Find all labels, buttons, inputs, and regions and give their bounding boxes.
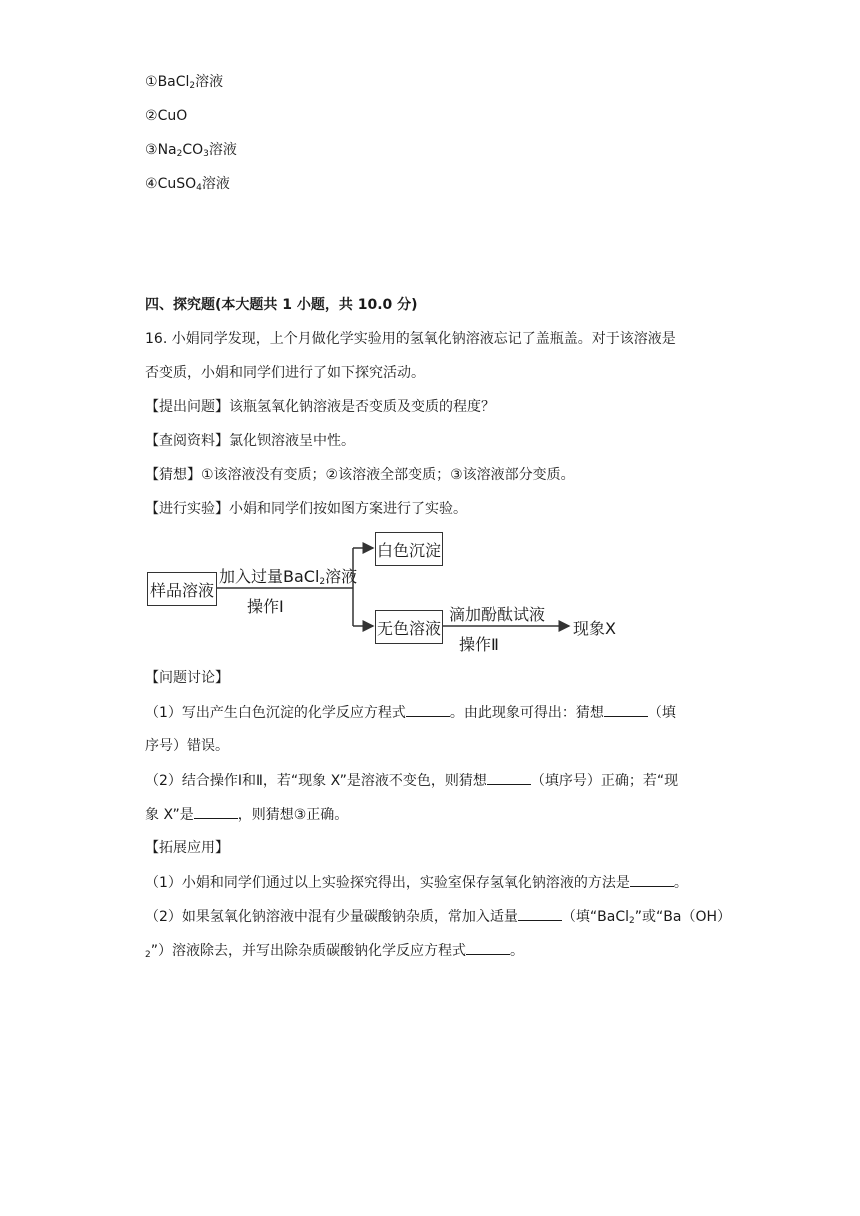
text: 象 X”是	[145, 807, 194, 823]
extension-2-line2	[145, 940, 524, 961]
discussion-1-line2: 序号）错误。	[145, 738, 229, 754]
colorless-solution-box: 无色溶液	[375, 610, 443, 644]
section-title: 四、探究题(本大题共 1 小题，共 10.0 分)	[145, 297, 418, 313]
reagent2-label: 滴加酚酞试液	[449, 605, 546, 624]
answer-blank[interactable]	[630, 872, 674, 887]
option-text: CuO	[157, 108, 188, 124]
reagent1-label	[219, 564, 357, 587]
option-1	[145, 72, 223, 92]
phenomenon-label: 现象X	[573, 619, 616, 638]
text: （填序号）正确；若“现	[530, 773, 679, 789]
subscript: 2	[176, 149, 183, 159]
text: ”或“Ba（OH）	[634, 909, 731, 925]
option-text: 溶液	[201, 176, 230, 192]
q16-experiment: 【进行实验】小娟和同学们按如图方案进行了实验。	[145, 501, 467, 517]
option-2	[145, 106, 187, 126]
text: （2）如果氢氧化钠溶液中混有少量碳酸钠杂质，常加入适量	[145, 909, 518, 925]
reagent1-text: 溶液	[325, 567, 358, 586]
option-number: ③	[145, 142, 158, 158]
answer-blank[interactable]	[466, 940, 510, 955]
option-text: Na	[157, 142, 177, 158]
sample-box: 样品溶液	[147, 572, 217, 606]
option-4	[145, 174, 230, 194]
text: （填“BaCl	[561, 909, 630, 925]
subscript: 2	[145, 950, 151, 960]
op2-label: 操作Ⅱ	[459, 635, 499, 654]
experiment-diagram	[145, 528, 625, 658]
text: （填	[647, 705, 676, 721]
option-number: ④	[145, 176, 158, 192]
option-text: CuSO	[157, 176, 197, 192]
text: 。	[673, 875, 688, 891]
discussion-2-line2	[145, 804, 348, 825]
q16-line1: 16. 小娟同学发现，上个月做化学实验用的氢氧化钠溶液忘记了盖瓶盖。对于该溶液是	[145, 331, 676, 347]
option-number: ①	[145, 74, 158, 90]
answer-blank[interactable]	[518, 906, 562, 921]
reagent1-text: 加入过量BaCl	[219, 567, 320, 586]
extension-2-line1	[145, 906, 731, 927]
subscript: 2	[319, 577, 326, 587]
q16-question: 【提出问题】该瓶氢氧化钠溶液是否变质及变质的程度？	[145, 399, 495, 415]
option-number: ②	[145, 108, 158, 124]
option-3	[145, 140, 237, 160]
discussion-1-line1	[145, 702, 676, 723]
text: ”）溶液除去，并写出除杂质碳酸钠化学反应方程式	[150, 943, 466, 959]
q16-material: 【查阅资料】氯化钡溶液呈中性。	[145, 433, 355, 449]
answer-blank[interactable]	[406, 702, 450, 717]
subscript: 3	[203, 149, 209, 159]
subscript: 2	[189, 81, 196, 91]
q16-line2: 否变质，小娟和同学们进行了如下探究活动。	[145, 365, 425, 381]
op1-label: 操作Ⅰ	[247, 597, 284, 616]
text: （2）结合操作Ⅰ和Ⅱ，若“现象 X”是溶液不变色，则猜想	[145, 773, 487, 789]
answer-blank[interactable]	[194, 804, 238, 819]
text: （1）写出产生白色沉淀的化学反应方程式	[145, 705, 406, 721]
option-text: 溶液	[195, 74, 224, 90]
text: （1）小娟和同学们通过以上实验探究得出，实验室保存氢氧化钠溶液的方法是	[145, 875, 630, 891]
answer-blank[interactable]	[487, 770, 531, 785]
subscript: 2	[629, 916, 635, 926]
subscript: 4	[196, 183, 202, 193]
option-text: BaCl	[157, 74, 190, 90]
text: ，则猜想③正确。	[237, 807, 349, 823]
text: 。	[510, 943, 524, 959]
discussion-title: 【问题讨论】	[145, 670, 229, 686]
white-precipitate-box: 白色沉淀	[375, 532, 443, 566]
option-text: CO	[182, 142, 204, 158]
text: 。由此现象可得出：猜想	[449, 705, 604, 721]
answer-blank[interactable]	[604, 702, 648, 717]
extension-1	[145, 872, 688, 893]
discussion-2-line1	[145, 770, 678, 791]
q16-guess: 【猜想】①该溶液没有变质；②该溶液全部变质；③该溶液部分变质。	[145, 467, 575, 483]
option-text: 溶液	[208, 142, 237, 158]
extension-title: 【拓展应用】	[145, 840, 229, 856]
